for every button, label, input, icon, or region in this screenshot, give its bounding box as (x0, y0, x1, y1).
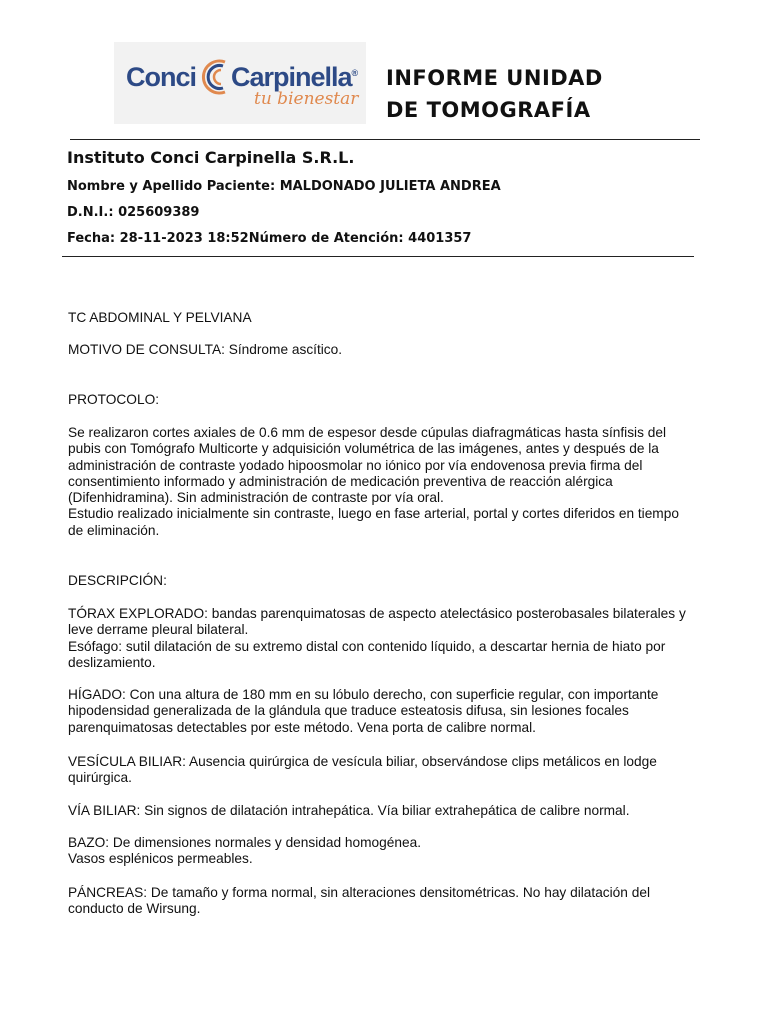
patient-name-label: Nombre y Apellido Paciente: (67, 179, 276, 194)
protocol-heading: PROTOCOLO: (68, 392, 160, 407)
logo-registered-mark: ® (351, 68, 358, 78)
date-label: Fecha: (67, 231, 116, 246)
via-biliar-section (68, 803, 708, 819)
description-heading: DESCRIPCIÓN: (68, 573, 167, 588)
torax-line: leve derrame pleural bilateral. (68, 622, 249, 638)
logo-tagline: tu bienestar (254, 89, 359, 109)
dni-value: 025609389 (118, 205, 200, 220)
dni-row (67, 205, 199, 220)
higado-section (68, 687, 708, 736)
protocol-line: Estudio realizado inicialmente sin contraste, luego en fase arterial, portal y cortes diferidos en tiempo (68, 506, 679, 522)
protocol-line: (Difenhidramina). Sin administración de contraste por vía oral. (68, 490, 444, 506)
protocol-line: consentimiento informado y administración de medicación preventiva de reacción alérgica (68, 473, 613, 489)
via-biliar-line: VÍA BILIAR: Sin signos de dilatación intrahepática. Vía biliar extrahepática de calibre normal. (68, 803, 630, 818)
institution-name: Instituto Conci Carpinella S.R.L. (67, 148, 355, 167)
protocol-paragraph (68, 425, 708, 539)
vesicula-section (68, 754, 708, 787)
higado-line: HÍGADO: Con una altura de 180 mm en su lóbulo derecho, con superficie regular, con importante (68, 687, 659, 702)
pancreas-section (68, 885, 708, 918)
clinic-logo (114, 42, 366, 124)
patient-name-row (67, 179, 501, 194)
torax-section (68, 606, 708, 671)
higado-line: hipodensidad generalizada de la glándula que traduce esteatosis difusa, sin lesiones focales (68, 703, 629, 719)
pancreas-line: PÁNCREAS: De tamaño y forma normal, sin alteraciones densitométricas. No hay dilatación del (68, 885, 650, 900)
vesicula-line: quirúrgica. (68, 770, 132, 786)
pancreas-line: conducto de Wirsung. (68, 901, 201, 917)
protocol-line: de eliminación. (68, 522, 160, 538)
header-top-divider (70, 139, 700, 140)
logo-carpinella-text: Carpinella (231, 62, 352, 92)
attention-label: Número de Atención: (248, 231, 404, 246)
date-value: 28-11-2023 18:52 (119, 231, 249, 246)
bazo-section (68, 835, 708, 868)
logo-c-mark-icon (197, 54, 233, 100)
report-title-line-2: DE TOMOGRAFÍA (386, 98, 591, 122)
torax-line: Esófago: sutil dilatación de su extremo distal con contenido líquido, a descartar hernia de hiato por (68, 638, 666, 654)
logo-word-conci: Conci (126, 62, 197, 92)
report-title (386, 62, 603, 126)
dni-label: D.N.I.: (67, 205, 114, 220)
bazo-line: BAZO: De dimensiones normales y densidad homogénea. (68, 835, 422, 850)
higado-line: parenquimatosas detectables por este método. Vena porta de calibre normal. (68, 719, 536, 735)
torax-line: TÓRAX EXPLORADO: bandas parenquimatosas de aspecto atelectásico posterobasales bilaterales y (68, 606, 686, 621)
vesicula-line: VESÍCULA BILIAR: Ausencia quirúrgica de vesícula biliar, observándose clips metálicos en lodge (68, 754, 657, 769)
study-title: TC ABDOMINAL Y PELVIANA (68, 310, 252, 325)
bazo-line: Vasos esplénicos permeables. (68, 851, 253, 867)
attention-value: 4401357 (408, 231, 472, 246)
report-title-line-1: INFORME UNIDAD (386, 66, 603, 90)
patient-name-value: MALDONADO JULIETA ANDREA (279, 179, 501, 194)
consultation-reason: MOTIVO DE CONSULTA: Síndrome ascítico. (68, 342, 343, 357)
header-bottom-divider (62, 256, 694, 257)
protocol-line: pubis con Tomógrafo Multicorte y adquisición volumétrica de las imágenes, antes y después de la (68, 441, 659, 457)
protocol-line: Se realizaron cortes axiales de 0.6 mm de espesor desde cúpulas diafragmáticas hasta sínfisis del (68, 425, 666, 440)
torax-line: deslizamiento. (68, 654, 156, 670)
protocol-line: administración de contraste yodado hipoosmolar no iónico por vía endovenosa previa firma del (68, 457, 643, 473)
date-attention-row (67, 231, 471, 246)
